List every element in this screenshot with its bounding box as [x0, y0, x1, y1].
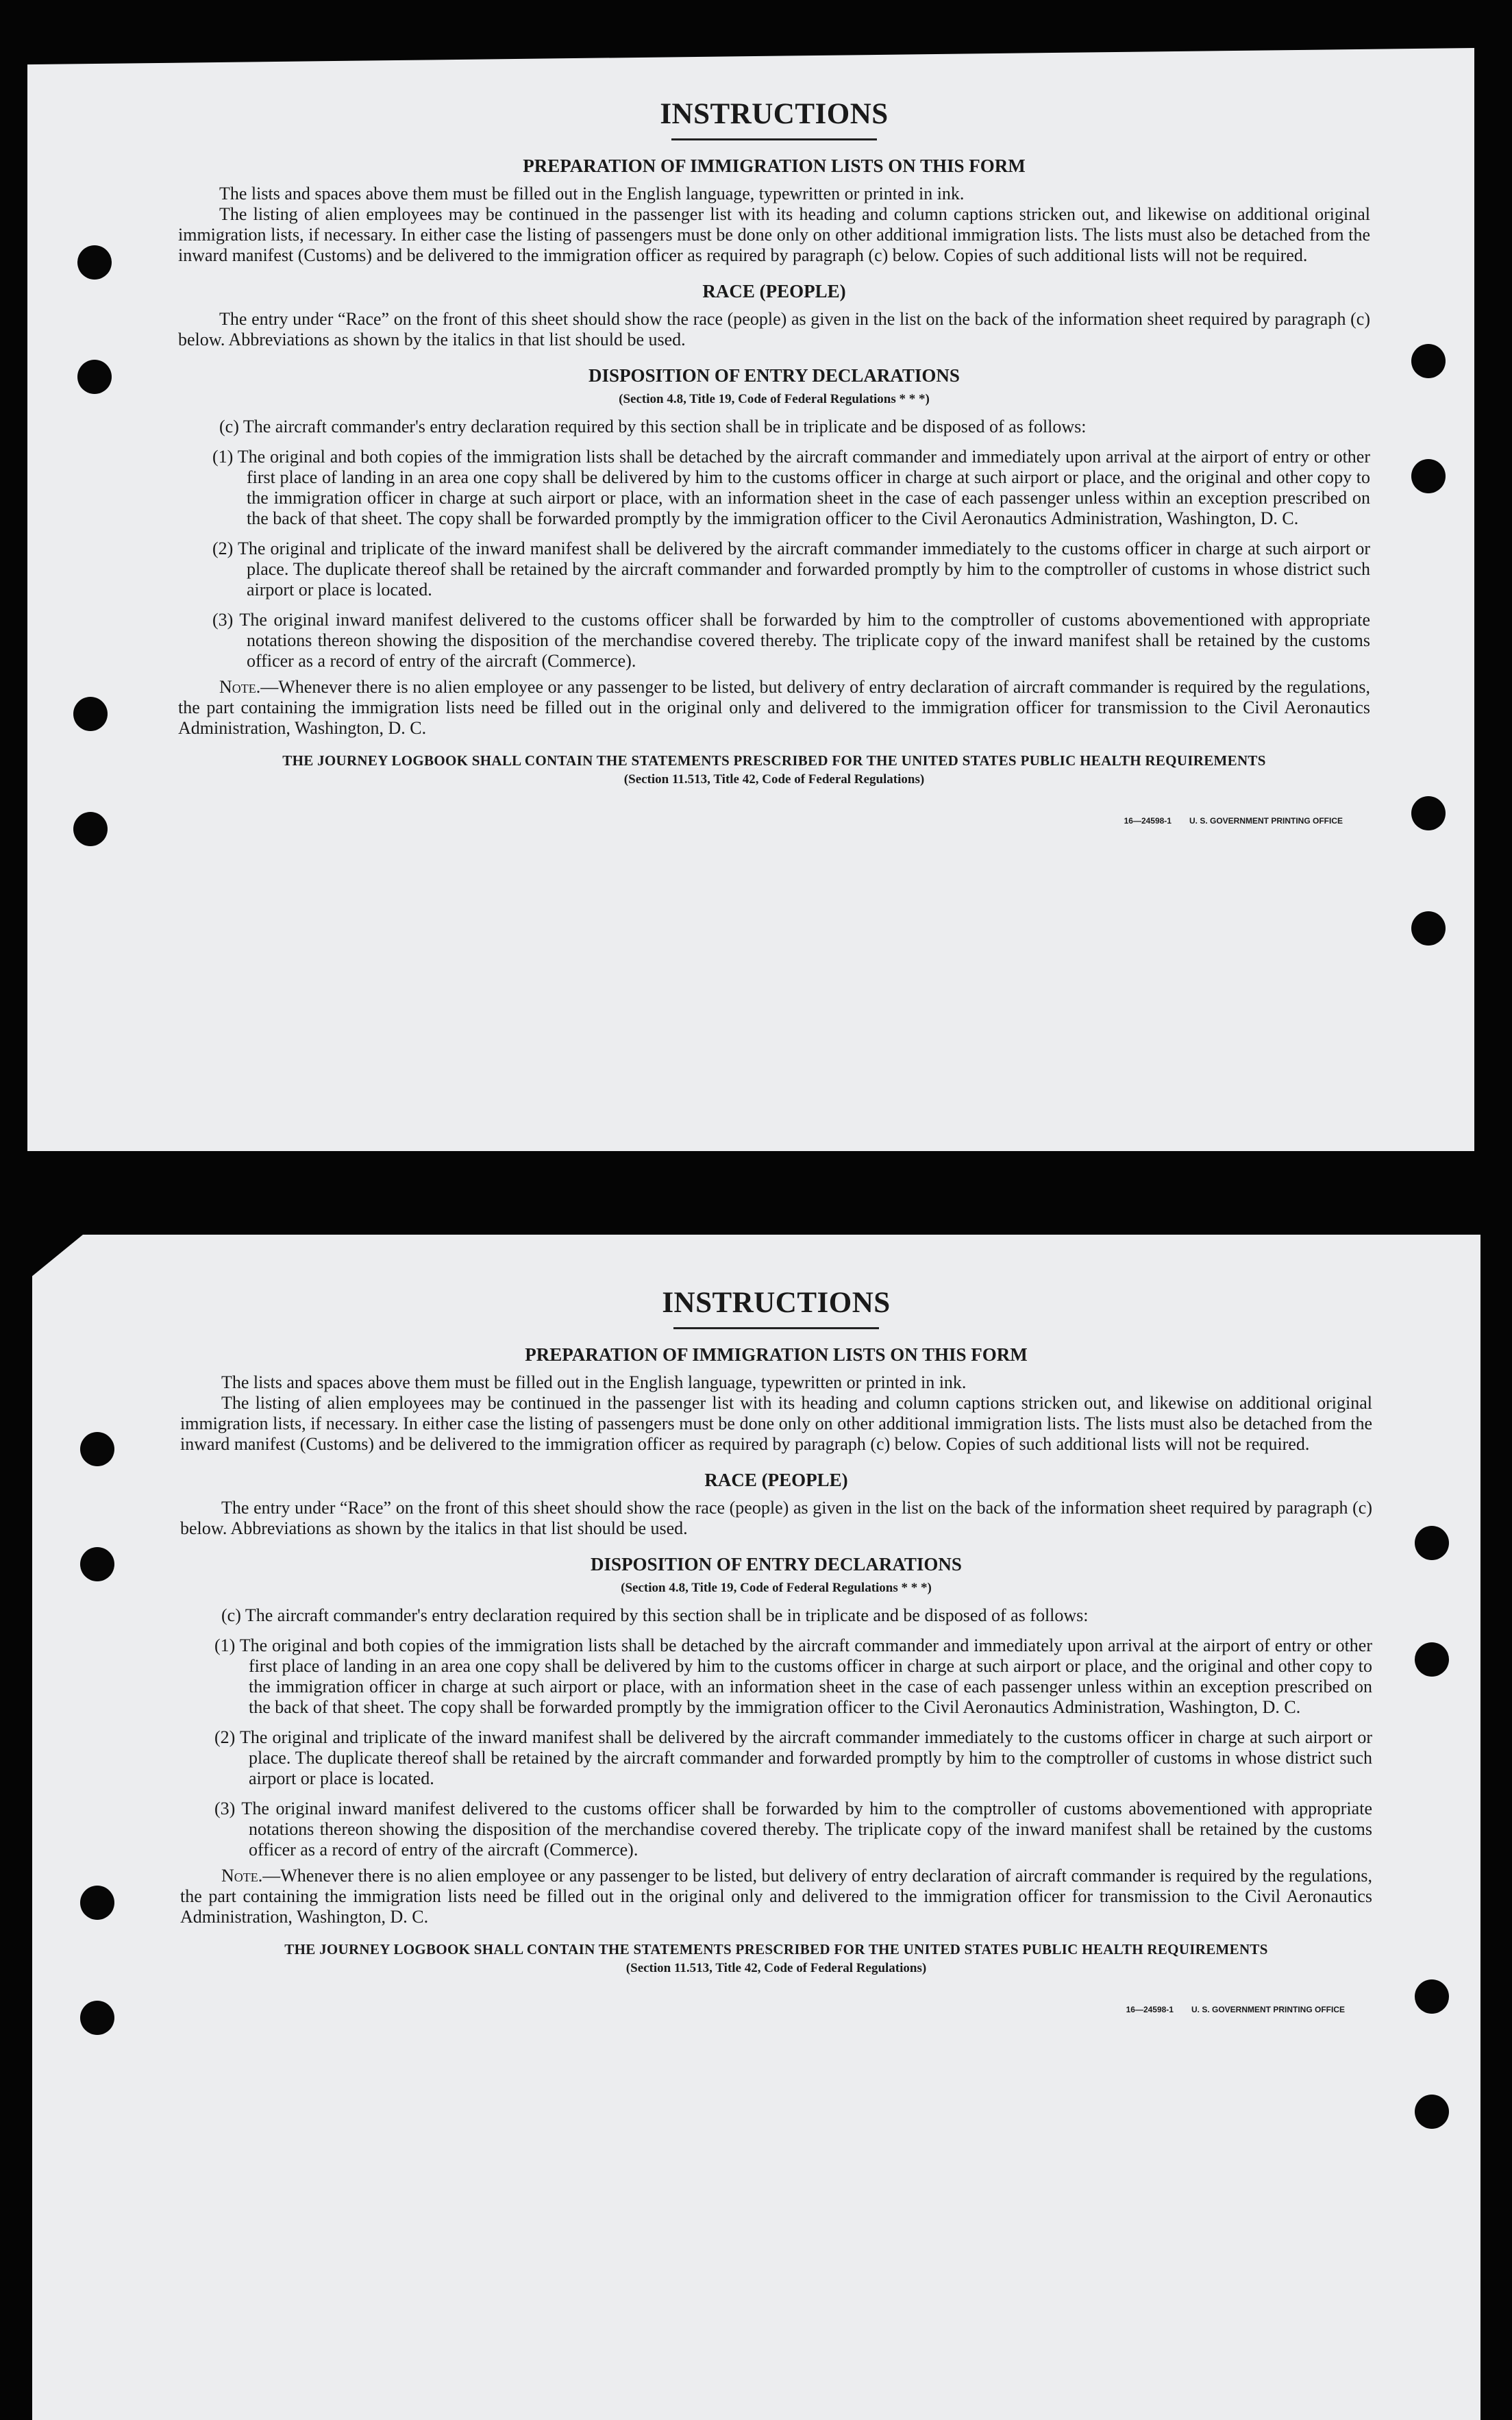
- punch-hole: [80, 1547, 114, 1581]
- punch-hole: [77, 360, 112, 394]
- closing-statement: THE JOURNEY LOGBOOK SHALL CONTAIN THE STATEMENTS PRESCRIBED FOR THE UNITED STATES PUBLIC HEALTH REQUIREMENTS: [282, 752, 1266, 769]
- section-heading-preparation: PREPARATION OF IMMIGRATION LISTS ON THIS FORM: [523, 156, 1026, 176]
- preparation-paragraph-2: The listing of alien employees may be continued in the passenger list with its heading and column captions stricken out, and likewise on additional original immigration lists, if necessary. In either case the listing of passengers must be done only on other additional immigration lists. The lists must also be detached from the inward manifest (Customs) and be delivered to the immigration officer as required by paragraph (c) below. Copies of such additional lists will not be required.: [180, 1393, 1372, 1455]
- punch-hole: [1415, 1526, 1449, 1560]
- punch-hole: [80, 1886, 114, 1920]
- disposition-item-2: (2) The original and triplicate of the inward manifest shall be delivered by the aircraft commander immediately to the customs officer in charge at such airport or place. The duplicate thereof shall be retained by the aircraft commander and forwarded promptly by him to the comptroller of customs in whose district such airport or place is located.: [214, 1727, 1372, 1789]
- instructions-top: [178, 99, 1370, 826]
- disposition-intro: (c) The aircraft commander's entry declaration required by this section shall be in triplicate and be disposed of as follows:: [219, 417, 1087, 437]
- punch-hole: [77, 245, 112, 280]
- punch-hole: [1415, 2095, 1449, 2129]
- section-heading-disposition: DISPOSITION OF ENTRY DECLARATIONS: [591, 1554, 962, 1575]
- section-heading-preparation: PREPARATION OF IMMIGRATION LISTS ON THIS FORM: [525, 1344, 1028, 1365]
- note-paragraph: [178, 677, 1370, 739]
- instructions-bottom: [180, 1288, 1372, 2014]
- form-number: 16—24598-1: [1124, 816, 1172, 826]
- race-paragraph: The entry under “Race” on the front of this sheet should show the race (people) as given in the list on the back of the information sheet required by paragraph (c) below. Abbreviations as shown by the italics in that list should be used.: [180, 1498, 1372, 1539]
- punch-hole: [80, 1432, 114, 1466]
- disposition-intro: (c) The aircraft commander's entry declaration required by this section shall be in triplicate and be disposed of as follows:: [221, 1605, 1089, 1626]
- punch-hole: [73, 697, 108, 731]
- note-paragraph: [180, 1866, 1372, 1927]
- printer-imprint: U. S. GOVERNMENT PRINTING OFFICE: [1191, 2005, 1345, 2015]
- form-footer: [180, 2005, 1372, 2014]
- note-text: —Whenever there is no alien employee or any passenger to be listed, but delivery of entry declaration of aircraft commander is required by the regulations, the part containing the immigration lists need be filled out in the original only and delivered to the immigration officer for transmission to the Civil Aeronautics Administration, Washington, D. C.: [180, 1866, 1372, 1927]
- form-number: 16—24598-1: [1126, 2005, 1174, 2015]
- title-rule: [673, 1327, 879, 1329]
- punch-hole: [1411, 911, 1446, 946]
- punch-hole: [73, 812, 108, 846]
- closing-citation: (Section 11.513, Title 42, Code of Federal Regulations): [623, 772, 925, 787]
- note-label: Note.: [221, 1866, 263, 1886]
- disposition-item-1: (1) The original and both copies of the immigration lists shall be detached by the aircraft commander and immediately upon arrival at the airport of entry or other first place of landing in an area one copy shall be delivered by him to the customs officer in charge at such airport or place, and the original and other copy to the immigration officer in charge at such airport or place, with an information sheet in the case of each passenger unless within an exception prescribed on the back of that sheet. The copy shall be forwarded promptly by the immigration officer to the Civil Aeronautics Administration, Washington, D. C.: [214, 1635, 1372, 1718]
- disposition-item-1: (1) The original and both copies of the immigration lists shall be detached by the aircraft commander and immediately upon arrival at the airport of entry or other first place of landing in an area one copy shall be delivered by him to the customs officer in charge at such airport or place, and the original and other copy to the immigration officer in charge at such airport or place, with an information sheet in the case of each passenger unless within an exception prescribed on the back of that sheet. The copy shall be forwarded promptly by the immigration officer to the Civil Aeronautics Administration, Washington, D. C.: [212, 447, 1370, 529]
- section-heading-race: RACE (PEOPLE): [704, 1470, 848, 1491]
- section-heading-disposition: DISPOSITION OF ENTRY DECLARATIONS: [588, 365, 960, 386]
- page-title: INSTRUCTIONS: [660, 98, 889, 130]
- page-title: INSTRUCTIONS: [662, 1287, 891, 1319]
- punch-hole: [1411, 344, 1446, 378]
- printer-imprint: U. S. GOVERNMENT PRINTING OFFICE: [1189, 816, 1343, 826]
- note-text: —Whenever there is no alien employee or any passenger to be listed, but delivery of entry declaration of aircraft commander is required by the regulations, the part containing the immigration lists need be filled out in the original only and delivered to the immigration officer for transmission to the Civil Aeronautics Administration, Washington, D. C.: [178, 677, 1370, 739]
- section-heading-race: RACE (PEOPLE): [702, 281, 846, 302]
- disposition-item-3: (3) The original inward manifest delivered to the customs officer shall be forwarded by him to the comptroller of customs abovementioned with appropriate notations thereon showing the disposition of the merchandise covered thereby. The triplicate copy of the inward manifest shall be retained by the customs officer as a record of entry of the aircraft (Commerce).: [214, 1799, 1372, 1860]
- race-paragraph: The entry under “Race” on the front of this sheet should show the race (people) as given in the list on the back of the information sheet required by paragraph (c) below. Abbreviations as shown by the italics in that list should be used.: [178, 309, 1370, 350]
- punch-hole: [1415, 1979, 1449, 2014]
- note-label: Note.: [219, 677, 261, 697]
- closing-citation: (Section 11.513, Title 42, Code of Federal Regulations): [625, 1961, 927, 1976]
- preparation-paragraph-2: The listing of alien employees may be continued in the passenger list with its heading and column captions stricken out, and likewise on additional original immigration lists, if necessary. In either case the listing of passengers must be done only on other additional immigration lists. The lists must also be detached from the inward manifest (Customs) and be delivered to the immigration officer as required by paragraph (c) below. Copies of such additional lists will not be required.: [178, 204, 1370, 266]
- disposition-citation: (Section 4.8, Title 19, Code of Federal Regulations * * *): [619, 392, 930, 407]
- preparation-paragraph-1: The lists and spaces above them must be filled out in the English language, typewritten or printed in ink.: [219, 184, 965, 204]
- title-rule: [671, 138, 877, 140]
- disposition-item-3: (3) The original inward manifest delivered to the customs officer shall be forwarded by him to the comptroller of customs abovementioned with appropriate notations thereon showing the disposition of the merchandise covered thereby. The triplicate copy of the inward manifest shall be retained by the customs officer as a record of entry of the aircraft (Commerce).: [212, 610, 1370, 671]
- punch-hole: [80, 2001, 114, 2035]
- preparation-paragraph-1: The lists and spaces above them must be filled out in the English language, typewritten or printed in ink.: [221, 1372, 967, 1393]
- disposition-citation: (Section 4.8, Title 19, Code of Federal Regulations * * *): [621, 1581, 932, 1596]
- punch-hole: [1411, 796, 1446, 830]
- punch-hole: [1411, 459, 1446, 493]
- closing-statement: THE JOURNEY LOGBOOK SHALL CONTAIN THE STATEMENTS PRESCRIBED FOR THE UNITED STATES PUBLIC HEALTH REQUIREMENTS: [284, 1941, 1268, 1958]
- punch-hole: [1415, 1642, 1449, 1677]
- form-footer: [178, 816, 1370, 826]
- disposition-item-2: (2) The original and triplicate of the inward manifest shall be delivered by the aircraft commander immediately to the customs officer in charge at such airport or place. The duplicate thereof shall be retained by the aircraft commander and forwarded promptly by him to the comptroller of customs in whose district such airport or place is located.: [212, 539, 1370, 600]
